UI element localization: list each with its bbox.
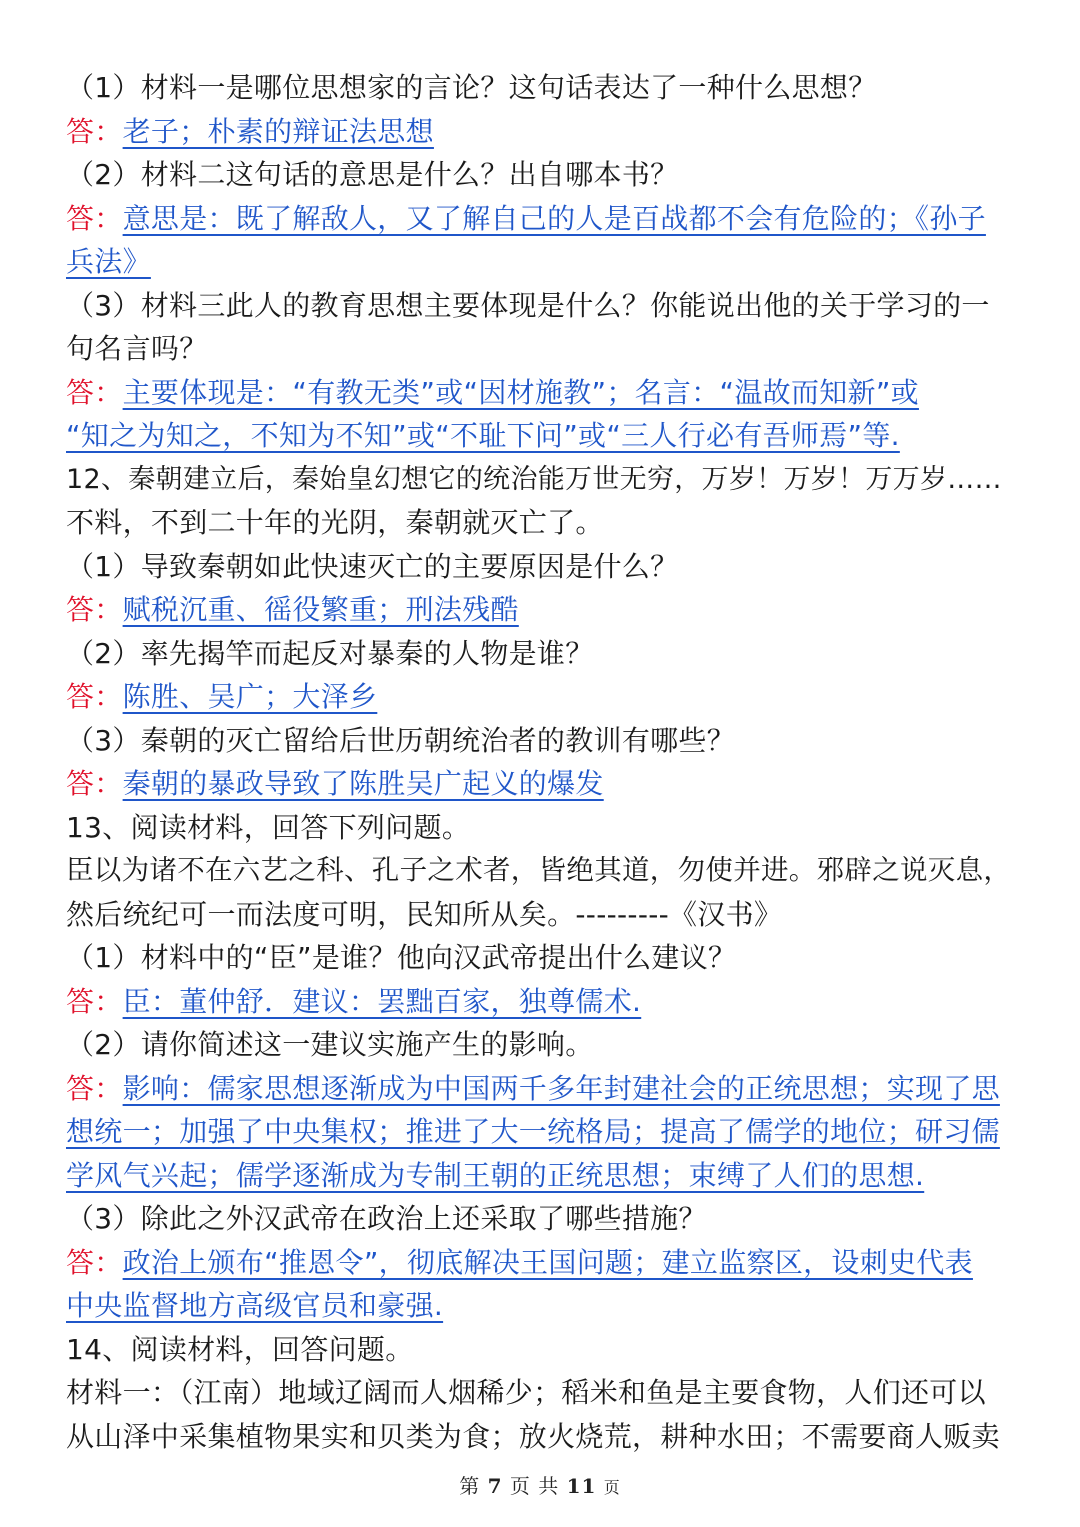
question-line [66, 1023, 1016, 1067]
answer-line [66, 675, 1016, 719]
answer-line [66, 1241, 1016, 1285]
question-text: 12、秦朝建立后，秦始皇幻想它的统治能万世无穷，万岁！万岁！万万岁…… [66, 463, 1002, 495]
footer-page-number: 7 [487, 1474, 503, 1498]
answer-label: 答： [66, 375, 123, 409]
answer-line [66, 588, 1016, 632]
answer-label: 答： [66, 767, 123, 800]
answer-line [66, 371, 1016, 415]
question-line [66, 153, 1016, 197]
question-text: （3）材料三此人的教育思想主要体现是什么？你能说出他的关于学习的一 [66, 288, 990, 322]
question-text: 不料，不到二十年的光阴，秦朝就灭亡了。 [66, 506, 604, 539]
answer-label: 答： [66, 984, 123, 1018]
footer-prefix: 第 [459, 1474, 481, 1498]
question-line [66, 66, 1016, 110]
answer-line [66, 980, 1016, 1024]
document-body [66, 66, 1016, 1458]
question-text: 臣以为诸不在六艺之科、孔子之术者，皆绝其道，勿使并进。邪辟之说灭息， [66, 854, 1012, 886]
answer-text: 老子；朴素的辩证法思想 [122, 114, 434, 148]
question-line [66, 632, 1016, 676]
answer-continuation-line [66, 1154, 1016, 1198]
footer-mid: 页 共 [509, 1474, 560, 1498]
answer-label: 答： [66, 1071, 123, 1105]
question-line [66, 458, 1016, 502]
question-line [66, 849, 1016, 893]
question-line [66, 1371, 1016, 1415]
question-text: （2）率先揭竿而起反对暴秦的人物是谁？ [66, 636, 594, 670]
answer-text: 学风气兴起；儒学逐渐成为专制王朝的正统思想；束缚了人们的思想. [66, 1158, 925, 1192]
answer-label: 答： [66, 1245, 123, 1279]
answer-text: 陈胜、吴广；大泽乡 [122, 680, 378, 713]
question-line [66, 1415, 1016, 1459]
question-line [66, 545, 1016, 589]
answer-text: “知之为知之，不知为不知”或“不耻下问”或“三人行必有吾师焉”等. [66, 419, 900, 452]
question-line [66, 284, 1016, 328]
answer-text: 赋税沉重、徭役繁重；刑法残酷 [122, 593, 519, 626]
answer-text: 臣：董仲舒．建议：罢黜百家，独尊儒术. [122, 984, 642, 1018]
question-line [66, 327, 1016, 371]
answer-continuation-line [66, 1284, 1016, 1328]
answer-label: 答： [66, 201, 123, 235]
answer-text: 主要体现是：“有教无类”或“因材施教”；名言：“温故而知新”或 [122, 375, 919, 409]
answer-text: 中央监督地方高级官员和豪强. [66, 1289, 444, 1322]
answer-continuation-line [66, 414, 1016, 458]
question-text: 句名言吗？ [66, 332, 208, 365]
question-text: 然后统纪可一而法度可明，民知所从矣。---------《汉书》 [66, 897, 783, 931]
question-text: 14、阅读材料，回答问题。 [66, 1332, 414, 1366]
answer-line [66, 1067, 1016, 1111]
question-line [66, 501, 1016, 545]
answer-continuation-line [66, 240, 1016, 284]
question-text: （2）请你简述这一建议实施产生的影响。 [66, 1028, 594, 1061]
footer-suffix: 页 [603, 1478, 621, 1497]
answer-line [66, 762, 1016, 806]
answer-label: 答： [66, 593, 123, 626]
answer-text: 想统一；加强了中央集权；推进了大一统格局；提高了儒学的地位；研习儒 [66, 1115, 1000, 1148]
question-text: 材料一：（江南）地域辽阔而人烟稀少；稻米和鱼是主要食物，人们还可以 [66, 1376, 986, 1409]
question-line [66, 1328, 1016, 1372]
page-footer [0, 1470, 1080, 1499]
question-text: （2）材料二这句话的意思是什么？出自哪本书？ [66, 158, 679, 191]
question-line [66, 806, 1016, 850]
question-text: （1）导致秦朝如此快速灭亡的主要原因是什么？ [66, 549, 679, 583]
footer-total-pages: 11 [566, 1474, 597, 1498]
question-line [66, 936, 1016, 980]
answer-text: 影响：儒家思想逐渐成为中国两千多年封建社会的正统思想；实现了思 [122, 1071, 1000, 1105]
answer-text: 兵法》 [66, 245, 151, 278]
question-text: （1）材料一是哪位思想家的言论？这句话表达了一种什么思想？ [66, 71, 877, 104]
question-text: 13、阅读材料，回答下列问题。 [66, 810, 471, 844]
answer-continuation-line [66, 1110, 1016, 1154]
question-text: 从山泽中采集植物果实和贝类为食；放火烧荒，耕种水田；不需要商人贩卖 [66, 1419, 1000, 1453]
answer-label: 答： [66, 114, 123, 148]
question-line [66, 1197, 1016, 1241]
answer-text: 秦朝的暴政导致了陈胜吴广起义的爆发 [122, 767, 604, 800]
answer-label: 答： [66, 680, 123, 713]
question-text: （3）秦朝的灭亡留给后世历朝统治者的教训有哪些？ [66, 723, 736, 757]
answer-line [66, 110, 1016, 154]
question-line [66, 719, 1016, 763]
question-text: （1）材料中的“臣”是谁？他向汉武帝提出什么建议？ [66, 941, 737, 974]
answer-text: 意思是：既了解敌人，又了解自己的人是百战都不会有危险的；《孙子 [122, 201, 986, 235]
answer-text: 政治上颁布“推恩令”，彻底解决王国问题；建立监察区，设刺史代表 [122, 1245, 973, 1279]
question-text: （3）除此之外汉武帝在政治上还采取了哪些措施？ [66, 1202, 707, 1235]
answer-line [66, 197, 1016, 241]
question-line [66, 893, 1016, 937]
